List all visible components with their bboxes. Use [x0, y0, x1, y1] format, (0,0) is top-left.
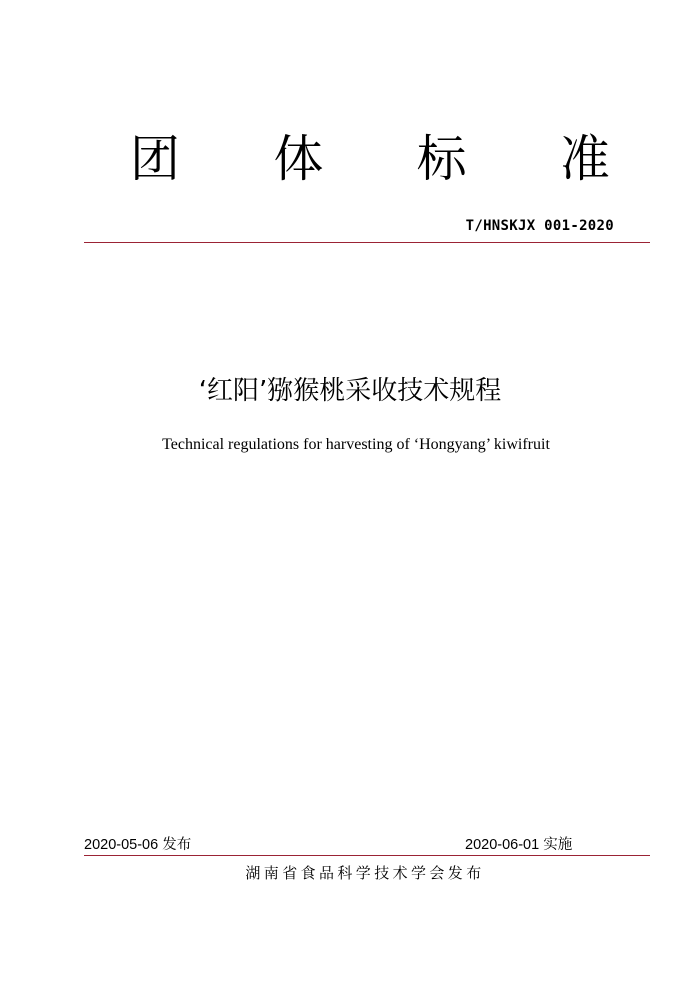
- document-type-heading: [110, 128, 630, 190]
- top-divider-line: [84, 242, 650, 243]
- bottom-divider-line: [84, 855, 650, 856]
- title-english: Technical regulations for harvesting of ‘Hongyang’ kiwifruit: [162, 436, 550, 453]
- title-chinese: ‘红阳’猕猴桃采收技术规程: [198, 376, 502, 406]
- publisher-name: 湖南省食品科学技术学会发布: [245, 864, 485, 882]
- doc-type-char-2: 体: [273, 130, 324, 188]
- doc-type-char-3: 标: [416, 130, 467, 188]
- standard-number: T/HNSKJX 001-2020: [465, 218, 614, 234]
- doc-type-char-1: 团: [130, 130, 180, 188]
- publish-date: 2020-05-06 发布: [84, 837, 192, 853]
- implementation-date: 2020-06-01 实施: [465, 837, 573, 853]
- doc-type-char-4: 准: [559, 130, 610, 188]
